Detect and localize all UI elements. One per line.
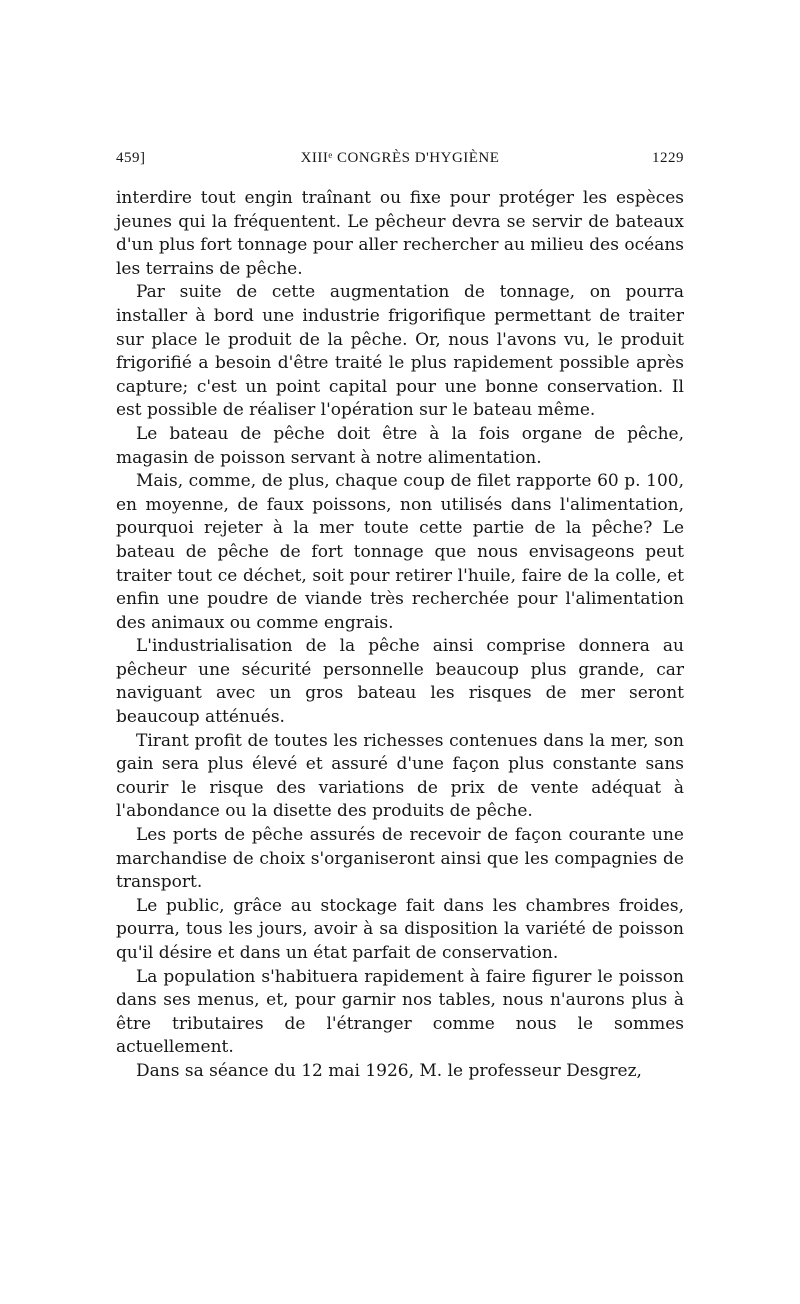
body-text bbox=[116, 187, 684, 1084]
paragraph-10: Dans sa séance du 12 mai 1926, M. le professeur Desgrez, bbox=[136, 1060, 642, 1081]
paragraph-1: interdire tout engin traînant ou fixe pour protéger les espèces jeunes qui la fréquentent. Le pêcheur devra se servir de bateaux d'un plus fort tonnage pour aller rechercher au milieu des océans les terrains de pêche. bbox=[116, 188, 684, 279]
paragraph-7: Les ports de pêche assurés de recevoir de façon courante une marchandise de choix s'organiseront ainsi que les compagnies de transport. bbox=[116, 825, 684, 893]
page-number: 1229 bbox=[652, 150, 684, 166]
book-page bbox=[116, 150, 684, 1084]
paragraph-9: La population s'habituera rapidement à faire figurer le poisson dans ses menus, et, pour garnir nos tables, nous n'aurons plus à être tributaires de l'étranger comme nous le sommes actuellement. bbox=[116, 966, 684, 1058]
paragraph-4: Mais, comme, de plus, chaque coup de filet rapporte 60 p. 100, en moyenne, de faux poissons, non utilisés dans l'alimentation, pourquoi rejeter à la mer toute cette partie de la pêche? Le bateau de pêche de fort tonnage que nous envisageons peut traiter tout ce déchet, soit pour retirer l'huile, faire de la colle, et enfin une poudre de viande très recherchée pour l'alimentation des animaux ou comme engrais. bbox=[116, 471, 684, 633]
running-header bbox=[116, 150, 684, 172]
paragraph-3: Le bateau de pêche doit être à la fois organe de pêche, magasin de poisson servant à notre alimentation. bbox=[116, 423, 684, 468]
header-title: XIIIᵉ CONGRÈS D'HYGIÈNE bbox=[300, 150, 500, 166]
header-reference: 459] bbox=[116, 150, 146, 166]
paragraph-2: Par suite de cette augmentation de tonnage, on pourra installer à bord une industrie frigorifique permettant de traiter sur place le produit de la pêche. Or, nous l'avons vu, le produit frigorifié a besoin d'être traité le plus rapidement possible après capture; c'est un point capital pour une bonne conservation. Il est possible de réaliser l'opération sur le bateau même. bbox=[116, 282, 684, 421]
paragraph-5: L'industrialisation de la pêche ainsi comprise donnera au pêcheur une sécurité personnelle beaucoup plus grande, car naviguant avec un gros bateau les risques de mer seront beaucoup atténués. bbox=[116, 636, 684, 728]
paragraph-6: Tirant profit de toutes les richesses contenues dans la mer, son gain sera plus élevé et assuré d'une façon plus constante sans courir le risque des variations de prix de vente adéquat à l'abondance ou la disette des produits de pêche. bbox=[116, 730, 684, 822]
paragraph-8: Le public, grâce au stockage fait dans les chambres froides, pourra, tous les jours, avoir à sa disposition la variété de poisson qu'il désire et dans un état parfait de conservation. bbox=[116, 895, 684, 963]
